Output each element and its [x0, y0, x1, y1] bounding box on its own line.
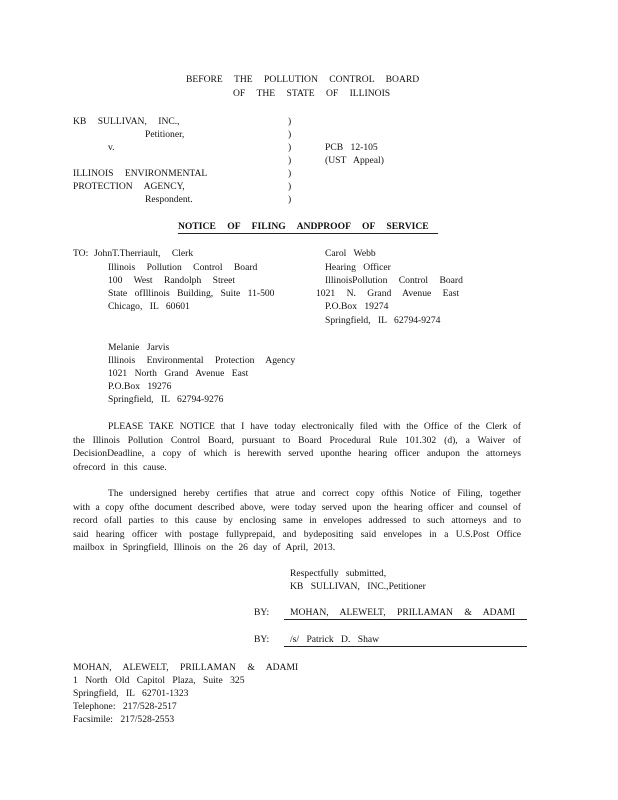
court-name-line-2: OF THE STATE OF ILLINOIS [233, 88, 391, 99]
petitioner-role: Petitioner, [145, 129, 185, 140]
to-label: TO: [73, 248, 89, 259]
recipient-line: P.O.Box 19276 [108, 381, 172, 392]
recipient-line: Melanie Jarvis [108, 342, 170, 353]
notice-title: NOTICE OF FILING ANDPROOF OF SERVICE [178, 221, 429, 232]
signature-closing: Respectfully submitted, [290, 568, 387, 579]
recipient-line: Springfield, IL 62794-9276 [108, 394, 224, 405]
caption-paren: ) [288, 155, 292, 166]
recipient-line: P.O.Box 19274 [325, 301, 389, 312]
by-label-firm: BY: [254, 607, 270, 618]
respondent-name-1: ILLINOIS ENVIRONMENTAL [73, 168, 208, 179]
recipient-line: Illinois Environmental Protection Agency [108, 355, 296, 366]
case-number: PCB 12-105 [325, 142, 378, 153]
signature-firm: MOHAN, ALEWELT, PRILLAMAN & ADAMI [290, 607, 516, 618]
recipient-line: Springfield, IL 62794-9274 [325, 315, 441, 326]
recipient-line: State ofIllinois Building, Suite 11-500 [108, 288, 275, 299]
recipient-line: Illinois Pollution Control Board [108, 262, 258, 273]
case-type: (UST Appeal) [325, 155, 384, 166]
recipient-line: 100 West Randolph Street [108, 275, 236, 286]
caption-paren: ) [288, 116, 292, 127]
versus: v. [108, 142, 115, 153]
firm-line: 1 North Old Capitol Plaza, Suite 325 [73, 675, 245, 686]
petitioner-name: KB SULLIVAN, INC., [73, 116, 180, 127]
respondent-role: Respondent. [145, 194, 193, 205]
respondent-name-2: PROTECTION AGENCY, [73, 181, 185, 192]
recipient-line: IllinoisPollution Control Board [325, 275, 463, 286]
firm-line: MOHAN, ALEWELT, PRILLAMAN & ADAMI [73, 662, 299, 673]
signer-signature-line [284, 646, 527, 647]
certificate-paragraph-text: The undersigned hereby certifies that atrue and correct copy ofthis Notice of Filing, together with a copy ofthe document described above, were today served upon the hearing officer and counsel of record ofall parties to this cause by enclosing same in envelopes addressed to such attorneys and to said hearing officer with postage fullyprepaid, and bydepositing said envelopes in a U.S.Post Office mailbox in Springfield, Illinois on the 26 day of April, 2013. [73, 488, 521, 554]
caption-paren: ) [288, 181, 292, 192]
certificate-paragraph [73, 487, 521, 555]
caption-paren: ) [288, 168, 292, 179]
court-name-line-1: BEFORE THE POLLUTION CONTROL BOARD [186, 74, 420, 85]
caption-paren: ) [288, 129, 292, 140]
caption-paren: ) [288, 142, 292, 153]
signer-name: /s/ Patrick D. Shaw [290, 634, 380, 645]
by-label-signer: BY: [254, 634, 270, 645]
notice-title-underline [178, 233, 438, 234]
notice-paragraph [73, 420, 521, 474]
firm-line: Facsimile: 217/528-2553 [73, 714, 175, 725]
notice-paragraph-text: PLEASE TAKE NOTICE that I have today electronically filed with the Office of the Clerk of the Illinois Pollution Control Board, pursuant to Board Procedural Rule 101.302 (d), a Waiver of DecisionDeadline, a copy of which is herewith served uponthe hearing officer andupon the attorneys ofrecord in this cause. [73, 421, 521, 473]
recipient-line: 1021 North Grand Avenue East [108, 368, 249, 379]
caption-paren: ) [288, 194, 292, 205]
recipient-line: Carol Webb [325, 248, 376, 259]
recipient-line: Hearing Officer [325, 262, 391, 273]
firm-line: Springfield, IL 62701-1323 [73, 688, 189, 699]
recipient-line: JohnT.Therriault, Clerk [94, 248, 194, 259]
recipient-line: 1021 N. Grand Avenue East [316, 288, 460, 299]
signature-party: KB SULLIVAN, INC.,Petitioner [290, 581, 426, 592]
firm-line: Telephone: 217/528-2517 [73, 701, 177, 712]
recipient-line: Chicago, IL 60601 [108, 301, 190, 312]
firm-signature-line [284, 619, 527, 620]
